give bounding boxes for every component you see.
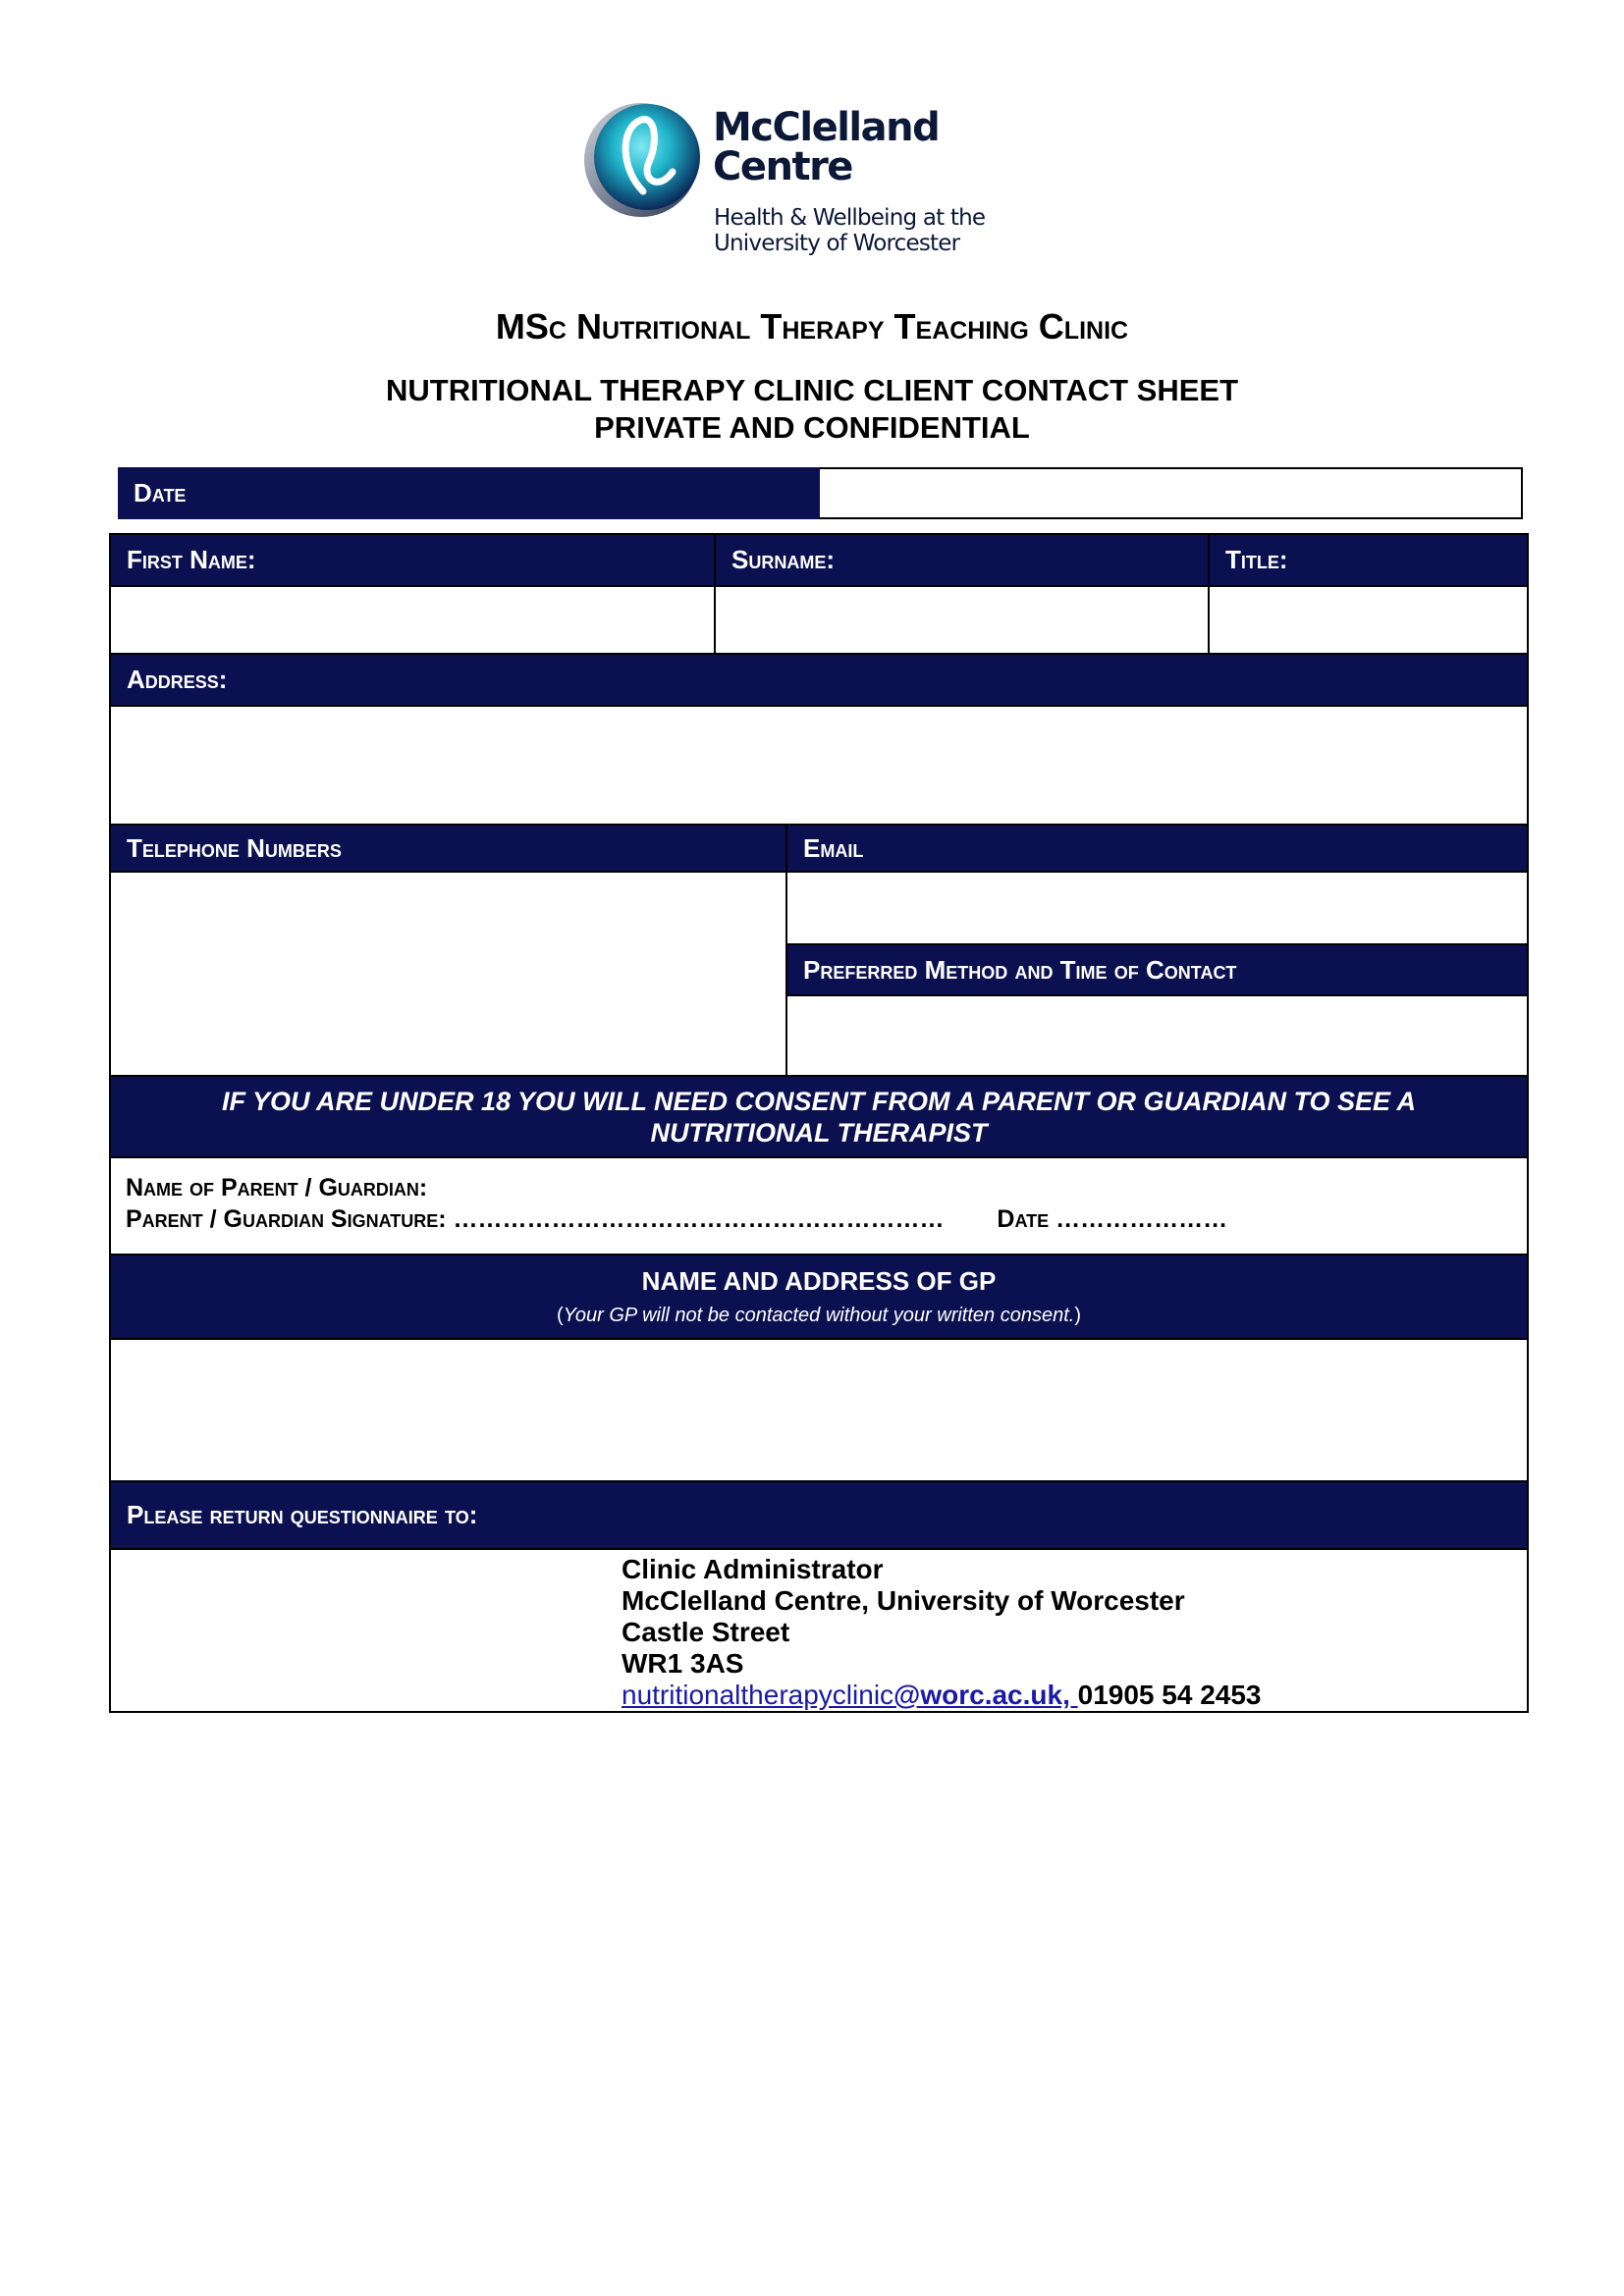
logo-tagline-line1: Health & Wellbeing at the (714, 205, 986, 231)
logo-name (713, 105, 940, 189)
email-user: nutritionaltherapyclinic (622, 1680, 894, 1710)
gp-title: NAME AND ADDRESS OF GP (641, 1266, 997, 1296)
date-header (118, 467, 820, 519)
address-label: Address: (127, 665, 228, 694)
clinic-email-link[interactable] (622, 1680, 1078, 1710)
gp-note-close: ) (1074, 1305, 1081, 1326)
sheet-title: NUTRITIONAL THERAPY CLINIC CLIENT CONTACT SHEET (386, 373, 1238, 407)
mcclelland-logo-mark-icon (582, 101, 708, 219)
gp-header (111, 1255, 1527, 1338)
parent-name-label: Name of Parent / Guardian: (126, 1174, 428, 1201)
clinic-title: MSc Nutritional Therapy Teaching Clinic (495, 306, 1129, 347)
parent-signature-label: Parent / Guardian Signature: …………………………………………………… (126, 1205, 945, 1233)
email-input[interactable] (787, 873, 1527, 943)
first-name-input[interactable] (111, 587, 714, 653)
telephone-input[interactable] (111, 873, 785, 1075)
parent-date-label: Date ………………… (997, 1205, 1228, 1233)
gp-note (111, 1305, 1527, 1327)
parent-guardian-section (126, 1172, 1520, 1241)
under-18-notice-line2: NUTRITIONAL THERAPIST (650, 1117, 988, 1148)
logo-name-line1: McClelland (713, 105, 940, 150)
address-header (111, 655, 1527, 705)
surname-input[interactable] (716, 587, 1208, 653)
title-label: Title: (1225, 545, 1288, 574)
first-name-label: First Name: (127, 545, 256, 574)
telephone-label: Telephone Numbers (127, 832, 342, 863)
date-input[interactable] (822, 469, 1521, 517)
return-header (111, 1482, 1527, 1548)
under-18-notice (111, 1077, 1527, 1156)
address-input[interactable] (111, 707, 1527, 824)
title-input[interactable] (1210, 587, 1527, 653)
logo-name-line2: Centre (713, 144, 852, 189)
title-header (1210, 535, 1527, 585)
first-name-header (111, 535, 714, 585)
telephone-header (111, 826, 785, 871)
gp-address-input[interactable] (111, 1340, 1527, 1480)
parent-signature-row (126, 1203, 1520, 1235)
logo-tagline (714, 205, 985, 256)
logo-tagline-line2: University of Worcester (714, 231, 960, 256)
return-address (622, 1554, 1262, 1711)
surname-label: Surname: (731, 545, 835, 574)
gp-note-open: ( (557, 1305, 564, 1326)
preferred-contact-input[interactable] (787, 996, 1527, 1075)
surname-header (716, 535, 1208, 585)
divider (111, 1548, 1527, 1550)
confidential-label: PRIVATE AND CONFIDENTIAL (594, 410, 1030, 445)
email-header (787, 826, 1527, 871)
clinic-phone: 01905 54 2453 (1077, 1680, 1262, 1710)
preferred-contact-label: Preferred Method and Time of Contact (803, 954, 1237, 985)
return-address-line2: McClelland Centre, University of Worcester (622, 1585, 1185, 1616)
return-contact-line (622, 1680, 1262, 1711)
return-address-line3: Castle Street (622, 1617, 790, 1647)
return-address-line1: Clinic Administrator (622, 1554, 884, 1584)
email-label: Email (803, 832, 864, 863)
preferred-contact-header (787, 945, 1527, 994)
date-label: Date (134, 478, 187, 507)
mcclelland-centre-logo (582, 101, 995, 266)
return-label: Please return questionnaire to: (127, 1500, 478, 1529)
under-18-notice-line1: IF YOU ARE UNDER 18 YOU WILL NEED CONSENT FROM A PARENT OR GUARDIAN TO SEE A (221, 1086, 1417, 1116)
email-domain: @worc.ac.uk, (893, 1680, 1078, 1710)
gp-note-text: Your GP will not be contacted without your written consent. (563, 1305, 1075, 1326)
return-address-line4: WR1 3AS (622, 1648, 744, 1679)
sheet-title-block (0, 372, 1624, 447)
divider (111, 1156, 1527, 1158)
